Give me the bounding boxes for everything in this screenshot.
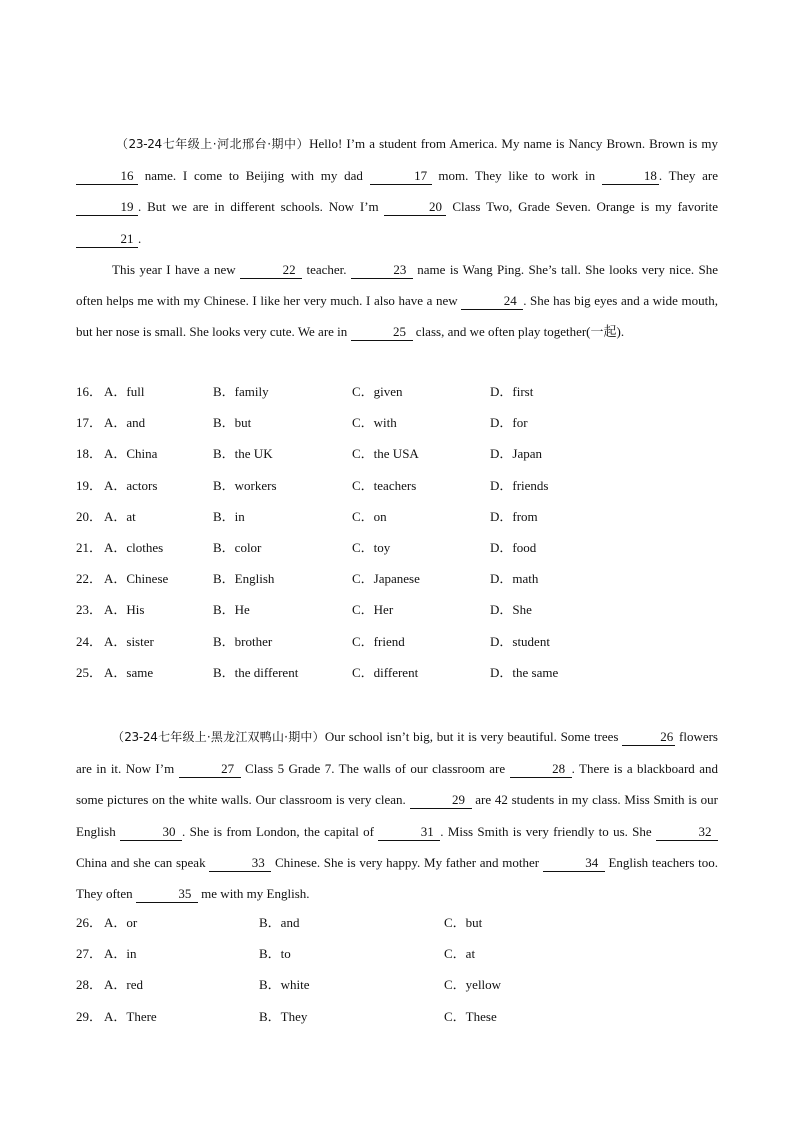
passage-text: . They are [658,168,718,184]
answer-option-a[interactable]: A．His [104,602,145,618]
answer-option-b[interactable]: B．but [213,415,252,431]
question-number: 17． [76,415,103,431]
question-number: 22． [76,571,103,587]
answer-option-c[interactable]: C．yellow [444,977,502,993]
answer-blank-23: 23 [351,262,413,279]
question-number: 24． [76,633,103,649]
answer-blank-30: 30 [120,824,182,841]
answer-option-a[interactable]: A．There [104,1008,157,1024]
passage-text: name. I come to Beijing with my dad [138,168,370,184]
answer-blank-29: 29 [410,792,472,809]
passage-text: are 42 students in my class. Miss Smith is our English [76,792,718,839]
passage-2-paragraph-1 [76,721,718,909]
answer-option-d[interactable]: D．Japan [490,446,542,462]
answer-blank-24: 24 [461,293,523,310]
answer-option-a[interactable]: A．full [104,384,145,399]
answer-option-d[interactable]: D．student [490,633,550,649]
question-number: 19． [76,477,103,493]
answer-option-b[interactable]: B．brother [213,633,273,649]
passage-1-source: （23-24七年级上·河北邢台·期中） [116,137,310,151]
question-number: 20． [76,508,103,524]
cloze-passage-1 [76,128,718,347]
answer-option-c[interactable]: C．toy [352,540,391,555]
passage-text: Our school isn’t big, but it is very beautiful. Some trees [324,729,623,744]
answer-option-d[interactable]: D．for [490,415,528,431]
answer-option-d[interactable]: D．math [490,571,539,587]
passage-text: me with my English. [197,886,310,902]
answer-option-a[interactable]: A．red [104,977,143,993]
passage-text: . She is from London, the capital of [182,823,379,839]
answer-option-b[interactable]: B．He [213,602,250,618]
answer-option-c[interactable]: C．but [444,915,483,930]
passage-1-paragraph-2 [76,254,718,348]
passage-1-paragraph-1 [76,128,718,254]
answer-option-c[interactable]: C．on [352,508,387,524]
answer-option-b[interactable]: B．the UK [213,446,273,462]
passage-text: Class 5 Grade 7. The walls of our classroom are [240,761,510,777]
answer-option-d[interactable]: D．She [490,602,532,618]
answer-option-a[interactable]: A．clothes [104,540,164,555]
passage-text: . There is a blackboard and some pictures on the white walls. Our classroom is very clean. [76,761,718,808]
passage-text: mom. They like to work in [431,168,602,184]
answer-option-b[interactable]: B．color [213,540,262,555]
passage-text: Class Two, Grade Seven. Orange is my favorite [446,199,718,215]
answer-option-b[interactable]: B．in [213,508,245,524]
answer-option-c[interactable]: C．Japanese [352,571,420,587]
answer-option-b[interactable]: B．They [259,1008,308,1024]
answer-option-c[interactable]: C．different [352,664,419,680]
answer-blank-34: 34 [543,855,605,872]
passage-text: teacher. [302,261,351,277]
passage-text: English teachers too. They often [76,854,718,902]
answer-option-c[interactable]: C．These [444,1008,497,1024]
answer-option-a[interactable]: A．at [104,508,136,524]
passage-text: . But we are in different schools. Now I’m [138,199,385,215]
answer-blank-17: 17 [370,168,432,185]
answer-blank-35: 35 [136,886,198,903]
answer-blank-26: 26 [622,729,675,746]
answer-option-b[interactable]: B．the different [213,664,299,680]
answer-blank-18: 18 [602,168,659,185]
answer-option-b[interactable]: B．workers [213,477,277,493]
passage-text: This year I have a new [112,261,241,277]
question-number: 25． [76,664,103,680]
answer-option-c[interactable]: C．Her [352,602,394,618]
passage-text: . Miss Smith is very friendly to us. She [440,823,656,839]
passage-text: Hello! I’m a student from America. My name is Nancy Brown. Brown is my [309,136,718,151]
answer-option-b[interactable]: B．family [213,384,269,399]
answer-option-b[interactable]: B．to [259,946,291,962]
passage-text: flowers are in it. Now I’m [76,729,718,777]
answer-option-c[interactable]: C．teachers [352,477,417,493]
question-number: 21． [76,540,103,555]
passage-text: . She has big eyes and a wide mouth, but her nose is small. She looks very cute. We are in [76,293,719,340]
answer-blank-32: 32 [656,824,718,841]
answer-blank-28: 28 [510,761,572,778]
answer-option-d[interactable]: D．friends [490,477,549,493]
answer-option-a[interactable]: A．or [104,915,138,930]
answer-option-b[interactable]: B．English [213,571,275,587]
answer-option-d[interactable]: D．first [490,384,534,399]
answer-option-a[interactable]: A．same [104,664,154,680]
answer-option-c[interactable]: C．the USA [352,446,419,462]
question-number: 28． [76,977,103,993]
answer-option-c[interactable]: C．given [352,384,403,399]
answer-option-a[interactable]: A．Chinese [104,571,169,587]
answer-blank-31: 31 [378,824,440,841]
passage-text: name is Wang Ping. She’s tall. She looks very nice. She often helps me with my Chinese. I like her very much. I also have a new [76,261,718,309]
answer-option-b[interactable]: B．white [259,977,310,993]
cloze-passage-2 [76,721,718,909]
question-number: 26． [76,915,103,930]
answer-blank-16: 16 [76,168,138,185]
answer-option-a[interactable]: A．China [104,446,158,462]
answer-option-b[interactable]: B．and [259,915,300,930]
answer-blank-22: 22 [240,262,302,279]
answer-option-c[interactable]: C．friend [352,633,405,649]
answer-blank-33: 33 [209,855,271,872]
question-number: 29． [76,1008,103,1024]
answer-option-d[interactable]: D．the same [490,664,559,680]
passage-text: China and she can speak [76,854,210,870]
answer-blank-25: 25 [351,324,413,341]
answer-blank-20: 20 [384,199,446,216]
answer-blank-19: 19 [76,199,138,216]
question-number: 27． [76,946,103,962]
passage-text: . [138,230,142,246]
answer-blank-21: 21 [76,231,138,248]
question-number: 23． [76,602,103,618]
passage-text: class, and we often play together(一起). [412,324,625,340]
answer-option-a[interactable]: A．actors [104,477,158,493]
answer-blank-27: 27 [179,761,241,778]
answer-option-d[interactable]: D．from [490,508,538,524]
passage-text: Chinese. She is very happy. My father and mother [271,854,543,870]
answer-option-a[interactable]: A．sister [104,633,154,649]
answer-option-d[interactable]: D．food [490,540,537,555]
passage-2-source: （23-24七年级上·黑龙江双鸭山·期中） [112,730,325,744]
answer-option-a[interactable]: A．in [104,946,137,962]
answer-option-a[interactable]: A．and [104,415,146,431]
question-number: 16． [76,384,103,399]
answer-option-c[interactable]: C．with [352,415,397,431]
answer-option-c[interactable]: C．at [444,946,476,962]
question-number: 18． [76,446,103,462]
